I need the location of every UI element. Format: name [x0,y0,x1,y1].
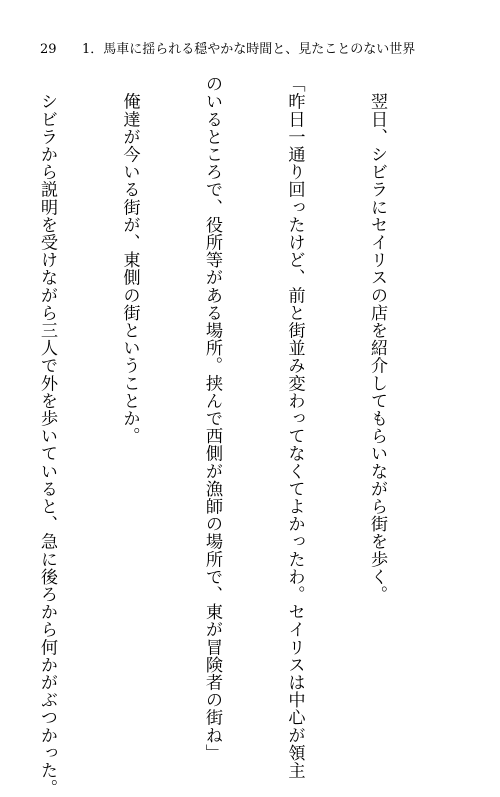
text-line: 「昨日一通り回ったけど、前と街並み変わってなくてよかったわ。セイリスは中心が領主 [284,75,305,779]
text-line: シビラから説明を受けながら三人で外を歩いていると、急に後ろから何かがぶつかった。 [37,75,57,797]
page-number: 29 [40,42,57,57]
body-text [37,75,445,797]
text-line: のいるところで、役所等がある場所。挟んで西側が漁師の場所で、東が冒険者の街ね」 [202,75,222,762]
text-line: 翌日、シビラにセイリスの店を紹介してもらいながら街を歩く。 [367,75,387,603]
running-header [40,40,460,60]
chapter-title: 1．馬車に揺られる穏やかな時間と、見たことのない世界 [82,42,416,57]
text-line: 俺達が今いる街が、東側の街ということか。 [119,75,140,445]
